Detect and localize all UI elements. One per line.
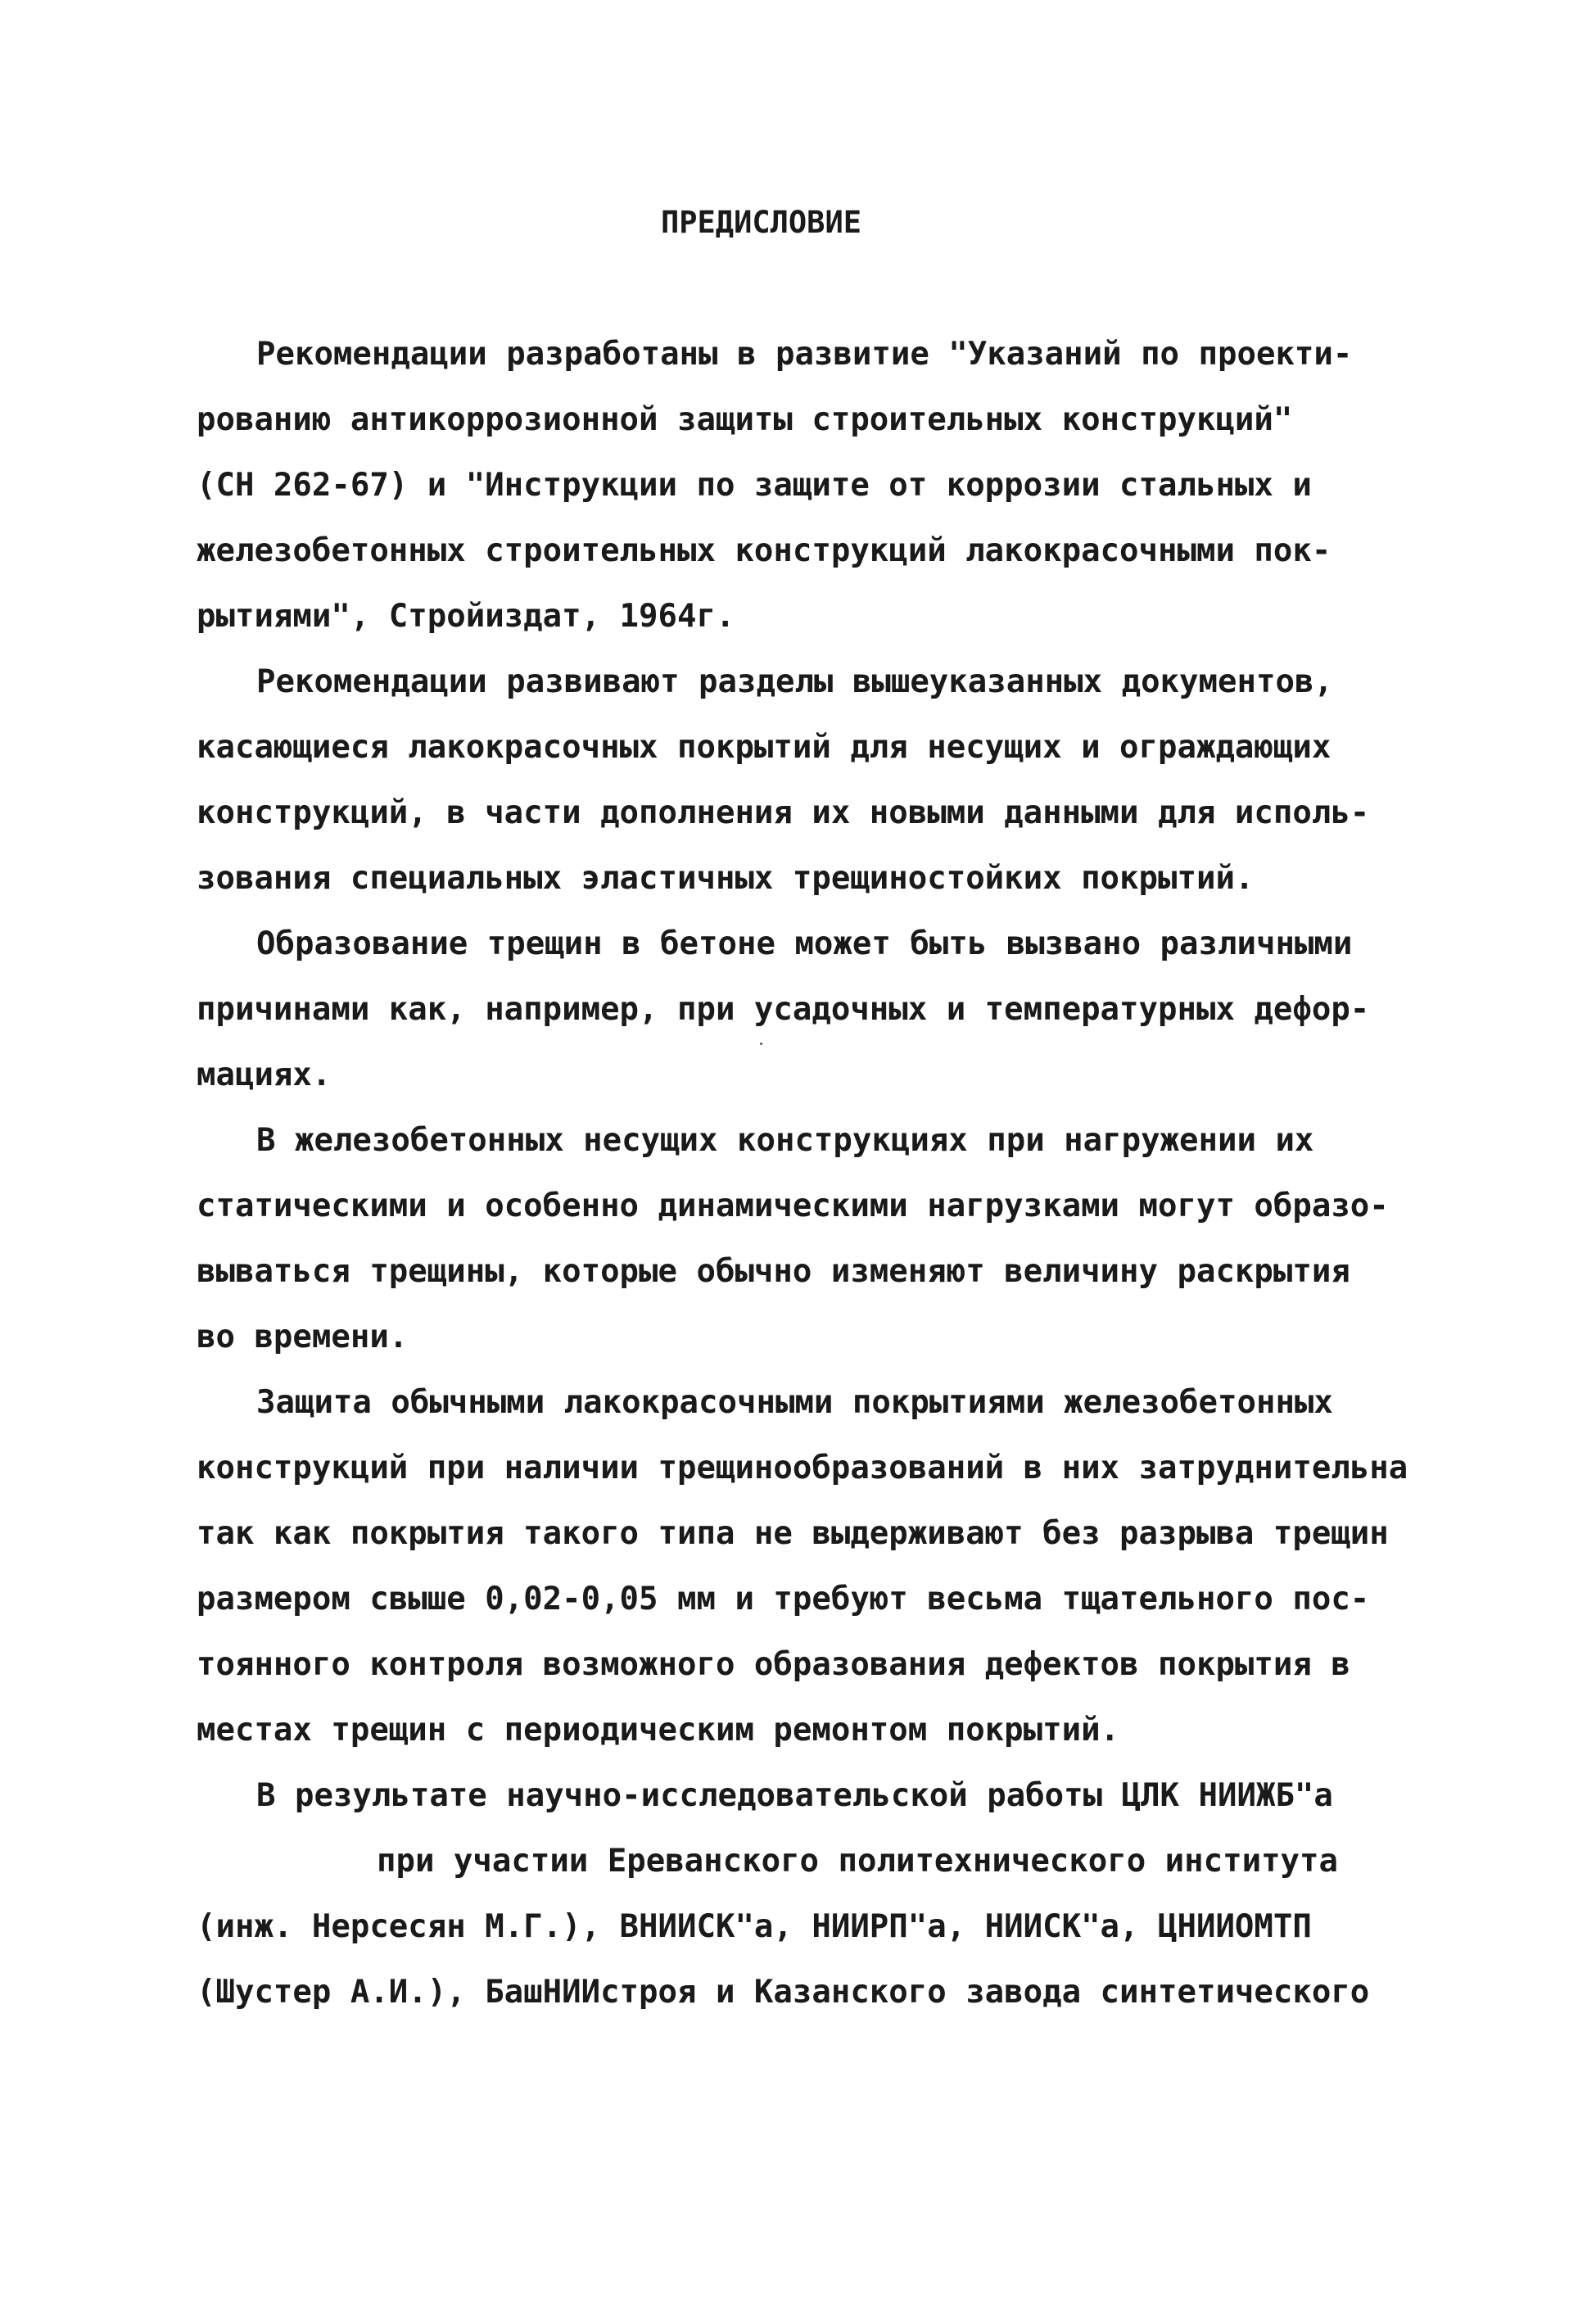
- text-line-8: конструкций, в части дополнения их новыми данными для исполь-: [197, 794, 1370, 831]
- text-line-18: конструкций при наличии трещинообразований в них затруднительна: [197, 1450, 1408, 1486]
- text-line-5: рытиями", Стройиздат, 1964г.: [197, 598, 735, 635]
- text-line-14: статическими и особенно динамическими нагрузками могут образо-: [197, 1188, 1389, 1224]
- text-line-15: вываться трещины, которые обычно изменяют величину раскрытия: [197, 1253, 1350, 1290]
- text-line-26: (Шустер А.И.), БашНИИстроя и Казанского завода синтетического: [197, 1974, 1370, 2011]
- text-line-10: Образование трещин в бетоне может быть вызвано различными: [256, 925, 1353, 962]
- scan-speck: [760, 1043, 762, 1045]
- text-line-20: размером свыше 0,02-0,05 мм и требуют весьма тщательного пос-: [197, 1581, 1370, 1617]
- text-line-3: (СН 262-67) и "Инструкции по защите от коррозии стальных и: [197, 467, 1312, 504]
- document-title: ПРЕДИСЛОВИЕ: [660, 205, 862, 240]
- text-line-23: В результате научно-исследовательской работы ЦЛК НИИЖБ"а: [256, 1777, 1333, 1814]
- text-line-2: рованию антикоррозионной защиты строительных конструкций": [197, 401, 1293, 438]
- text-line-22: местах трещин с периодическим ремонтом покрытий.: [197, 1712, 1120, 1749]
- text-line-24: при участии Ереванского политехнического института: [377, 1843, 1338, 1880]
- text-line-11: причинами как, например, при усадочных и температурных дефор-: [197, 991, 1370, 1028]
- text-line-12: мациях.: [197, 1056, 332, 1093]
- text-line-19: так как покрытия такого типа не выдерживают без разрыва трещин: [197, 1515, 1389, 1552]
- text-line-1: Рекомендации разработаны в развитие "Указаний по проекти-: [256, 336, 1353, 373]
- text-line-6: Рекомендации развивают разделы вышеуказанных документов,: [256, 663, 1333, 700]
- text-line-9: зования специальных эластичных трещиностойких покрытий.: [197, 860, 1255, 897]
- text-line-7: касающиеся лакокрасочных покрытий для несущих и ограждающих: [197, 729, 1332, 766]
- text-line-17: Защита обычными лакокрасочными покрытиями железобетонных: [256, 1384, 1333, 1421]
- text-line-13: В железобетонных несущих конструкциях при нагружении их: [256, 1122, 1314, 1159]
- text-line-16: во времени.: [197, 1319, 409, 1355]
- text-line-4: железобетонных строительных конструкций лакокрасочными пок-: [197, 532, 1332, 569]
- text-line-21: тоянного контроля возможного образования дефектов покрытия в: [197, 1646, 1350, 1683]
- text-line-25: (инж. Нерсесян М.Г.), ВНИИСК"а, НИИРП"а, НИИСК"а, ЦНИИОМТП: [197, 1908, 1312, 1945]
